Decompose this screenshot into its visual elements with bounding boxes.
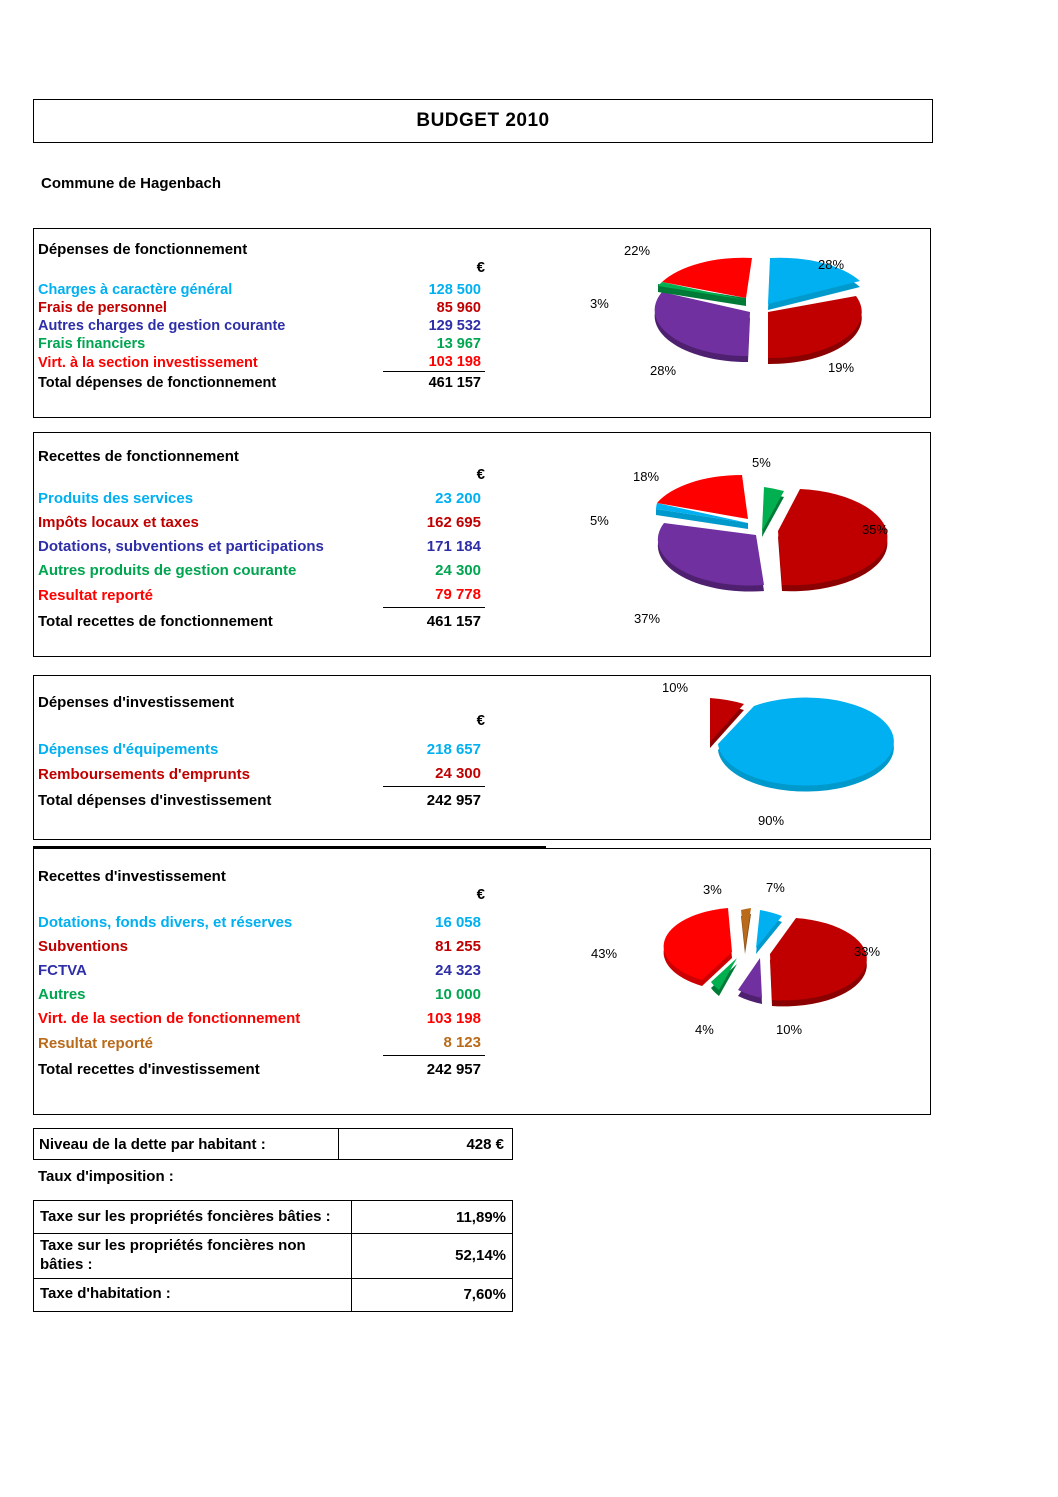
row-value: 79 778: [383, 585, 485, 608]
pie-label-28a: 28%: [818, 257, 845, 272]
heading-depenses-fonctionnement: Dépenses de fonctionnement: [38, 241, 248, 258]
row-label: Impôts locaux et taxes: [38, 514, 199, 531]
pie-label-5b: 5%: [590, 513, 609, 528]
row-label: Charges à caractère général: [38, 282, 233, 298]
row-value: 24 300: [435, 562, 481, 579]
table-row: [33, 1033, 485, 1056]
currency-label-recettes-fonctionnement: €: [476, 466, 485, 483]
dette-label: Niveau de la dette par habitant :: [34, 1129, 339, 1159]
pie-chart-svg: [600, 680, 900, 835]
row-label: Autres: [38, 986, 86, 1003]
row-value: 8 123: [383, 1033, 485, 1056]
heading-recettes-fonctionnement: Recettes de fonctionnement: [38, 448, 239, 465]
row-value: 128 500: [428, 282, 481, 298]
pie-label-19: 19%: [828, 360, 855, 375]
table-row: [33, 1009, 485, 1033]
pie-label-22: 22%: [624, 243, 651, 258]
table-row: [33, 317, 485, 335]
pie-label-37: 37%: [634, 611, 661, 626]
row-value: 23 200: [435, 490, 481, 507]
document-title-box: [33, 99, 933, 143]
row-label: Subventions: [38, 938, 129, 955]
heading-recettes-investissement: Recettes d'investissement: [38, 868, 226, 885]
taux-label: Taxe d'habitation :: [34, 1278, 352, 1311]
row-value: 24 323: [435, 962, 481, 979]
table-row: [33, 740, 485, 764]
total-label: Total recettes d'investissement: [38, 1061, 260, 1078]
table-row: [33, 937, 485, 961]
heading-depenses-investissement: Dépenses d'investissement: [38, 694, 235, 711]
row-label: Virt. à la section investissement: [38, 354, 258, 371]
pie-label-10: 10%: [662, 680, 689, 695]
table-total-row: [33, 787, 485, 811]
table-depenses-fonctionnement: [33, 281, 485, 392]
pie-chart-recettes-fonctionnement: [590, 455, 920, 640]
row-label: Dépenses d'équipements: [38, 741, 219, 758]
taux-label: Taxe sur les propriétés foncières non bâties :: [34, 1234, 352, 1279]
pie-label-90: 90%: [758, 813, 785, 828]
row-label: Autres charges de gestion courante: [38, 318, 286, 334]
currency-label-depenses-fonctionnement: €: [476, 259, 485, 276]
row-value: 171 184: [426, 538, 481, 555]
row-value: 129 532: [428, 318, 481, 334]
row-label: Resultat reporté: [38, 1034, 154, 1052]
row-label: Autres produits de gestion courante: [38, 562, 297, 579]
table-total-row: [33, 608, 485, 632]
row-label: Virt. de la section de fonctionnement: [38, 1010, 301, 1027]
row-label: Frais de personnel: [38, 300, 167, 316]
total-value: 242 957: [426, 1061, 481, 1078]
table-total-row: [33, 1056, 485, 1080]
pie-label-5a: 5%: [752, 455, 771, 470]
total-value: 461 157: [428, 375, 481, 391]
row-value: 103 198: [426, 1010, 481, 1027]
row-value: 10 000: [435, 986, 481, 1003]
table-row: [33, 537, 485, 561]
total-value: 242 957: [426, 792, 481, 809]
row-value: 16 058: [435, 914, 481, 931]
row-value: 162 695: [426, 514, 481, 531]
row-label: Resultat reporté: [38, 586, 154, 604]
row-value: 103 198: [383, 353, 485, 372]
taux-value: 11,89%: [352, 1201, 513, 1234]
pie-chart-recettes-investissement: [590, 880, 920, 1055]
total-label: Total dépenses d'investissement: [38, 792, 272, 809]
table-row: [33, 961, 485, 985]
dette-value: 428 €: [466, 1135, 504, 1153]
table-row: [33, 513, 485, 537]
row-value: 85 960: [436, 300, 481, 316]
table-recettes-fonctionnement: [33, 489, 485, 631]
pie-label-18: 18%: [633, 469, 660, 484]
table-row: [34, 1234, 513, 1279]
total-value: 461 157: [426, 613, 481, 630]
row-value: 81 255: [435, 938, 481, 955]
row-value: 24 300: [383, 764, 485, 787]
pie-label-10: 10%: [776, 1022, 803, 1037]
row-label: Dotations, fonds divers, et réserves: [38, 914, 293, 931]
row-label: Remboursements d'emprunts: [38, 765, 250, 783]
table-row: [33, 585, 485, 608]
total-label: Total dépenses de fonctionnement: [38, 375, 277, 391]
pie-chart-svg: [590, 240, 910, 400]
pie-label-43: 43%: [591, 946, 618, 961]
table-taux-imposition: [33, 1200, 513, 1312]
table-row: [33, 281, 485, 299]
taux-label: Taxe sur les propriétés foncières bâties :: [34, 1201, 352, 1234]
row-label: Frais financiers: [38, 336, 146, 352]
table-row: [33, 335, 485, 353]
currency-label-depenses-investissement: €: [476, 712, 485, 729]
taux-value: 52,14%: [352, 1234, 513, 1279]
total-label: Total recettes de fonctionnement: [38, 613, 273, 630]
table-recettes-investissement: [33, 913, 485, 1079]
table-total-row: [33, 372, 485, 393]
pie-label-28b: 28%: [650, 363, 677, 378]
pie-label-7: 7%: [766, 880, 785, 895]
row-label: Produits des services: [38, 490, 194, 507]
table-row: [34, 1201, 513, 1234]
row-label: Dotations, subventions et participations: [38, 538, 324, 555]
currency-label-recettes-investissement: €: [476, 886, 485, 903]
table-row: [33, 913, 485, 937]
table-row: [33, 985, 485, 1009]
table-row: [33, 764, 485, 787]
row-label: FCTVA: [38, 962, 87, 979]
page-title: BUDGET 2010: [416, 110, 550, 131]
table-depenses-investissement: [33, 740, 485, 810]
taux-imposition-title: Taux d'imposition :: [38, 1168, 174, 1185]
pie-chart-svg: [590, 880, 920, 1055]
row-value: 13 967: [436, 336, 481, 352]
pie-label-35: 35%: [862, 522, 889, 537]
table-row: [33, 353, 485, 372]
pie-label-3: 3%: [703, 882, 722, 897]
table-row: [33, 489, 485, 513]
pie-label-4: 4%: [695, 1022, 714, 1037]
dette-box: [33, 1128, 513, 1160]
table-row: [33, 561, 485, 585]
pie-label-3: 3%: [590, 296, 609, 311]
taux-value: 7,60%: [352, 1278, 513, 1311]
pie-chart-depenses-fonctionnement: [590, 240, 910, 400]
pie-label-33: 33%: [854, 944, 881, 959]
commune-name: Commune de Hagenbach: [41, 175, 222, 192]
table-row: [33, 299, 485, 317]
pie-chart-depenses-investissement: [600, 680, 900, 835]
row-value: 218 657: [426, 741, 481, 758]
table-row: [34, 1278, 513, 1311]
